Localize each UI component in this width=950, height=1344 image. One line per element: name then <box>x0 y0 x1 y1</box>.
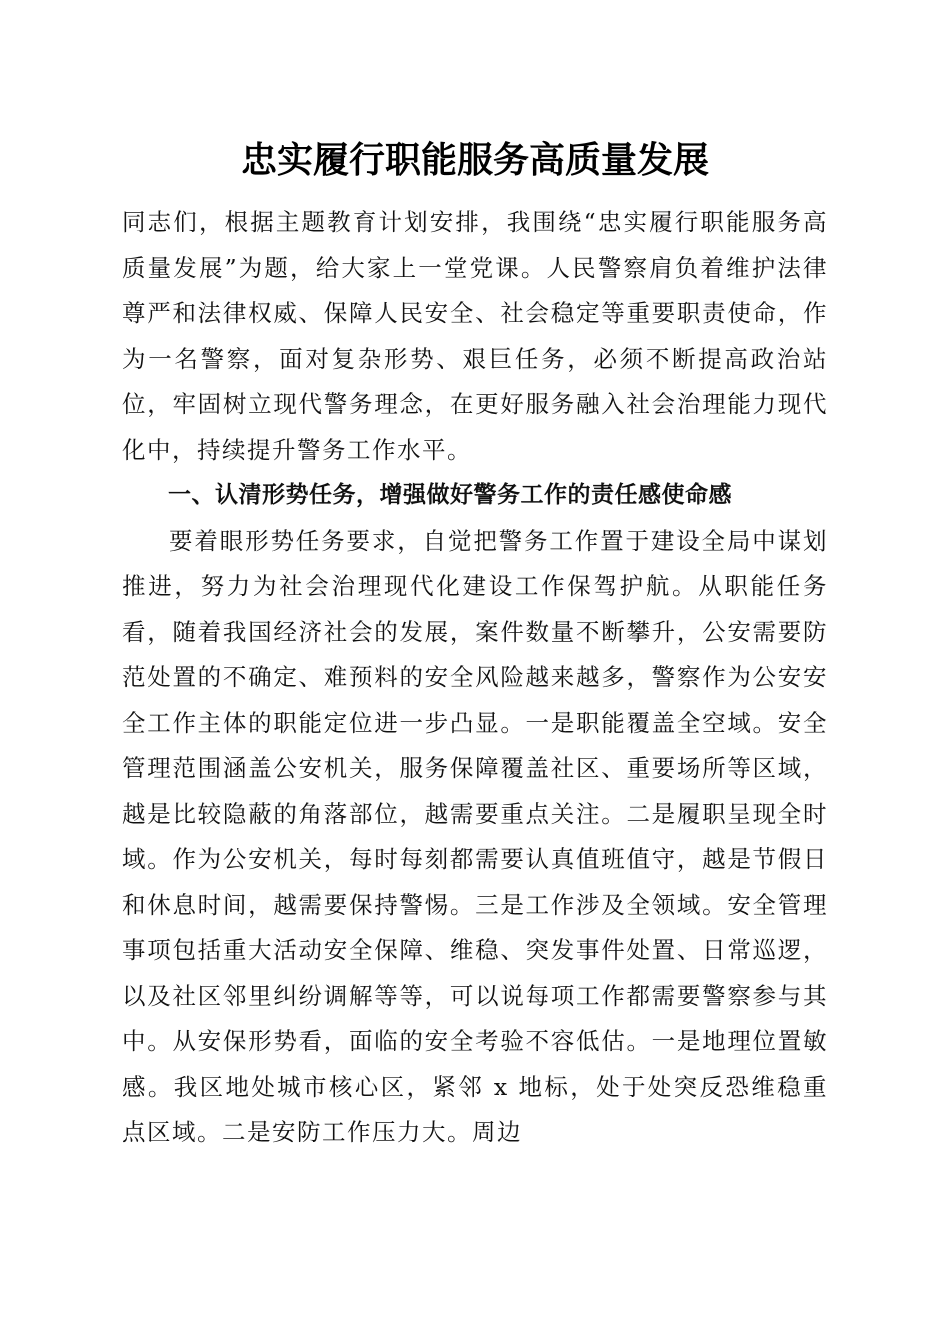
section-heading-1: 一、认清形势任务，增强做好警务工作的责任感使命感 <box>168 482 732 508</box>
document-body <box>122 200 828 1156</box>
document-title: 忠实履行职能服务高质量发展 <box>240 139 709 181</box>
section-1-paragraph: 要着眼形势任务要求，自觉把警务工作置于建设全局中谋划推进，努力为社会治理现代化建设工作保驾护航。从职能任务看，随着我国经济社会的发展，案件数量不断攀升，公安需要防范处置的不确定、难预料的安全风险越来越多，警察作为公安安全工作主体的职能定位进一步凸显。一是职能覆盖全空域。安全管理范围涵盖公安机关，服务保障覆盖社区、重要场所等区域，越是比较隐蔽的角落部位，越需要重点关注。二是履职呈现全时域。作为公安机关，每时每刻都需要认真值班值守，越是节假日和休息时间，越需要保持警惕。三是工作涉及全领域。安全管理事项包括重大活动安全保障、维稳、突发事件处置、日常巡逻，以及社区邻里纠纷调解等等，可以说每项工作都需要警察参与其中。从安保形势看，面临的安全考验不容低估。一是地理位置敏感。我区地处城市核心区，紧邻 x 地标，处于处突反恐维稳重点区域。二是安防工作压力大。周边 <box>122 526 828 1146</box>
intro-paragraph: 同志们，根据主题教育计划安排，我围绕“忠实履行职能服务高质量发展”为题，给大家上一堂党课。人民警察肩负着维护法律尊严和法律权威、保障人民安全、社会稳定等重要职责使命，作为一名警察，面对复杂形势、艰巨任务，必须不断提高政治站位，牢固树立现代警务理念，在更好服务融入社会治理能力现代化中，持续提升警务工作水平。 <box>122 208 828 464</box>
